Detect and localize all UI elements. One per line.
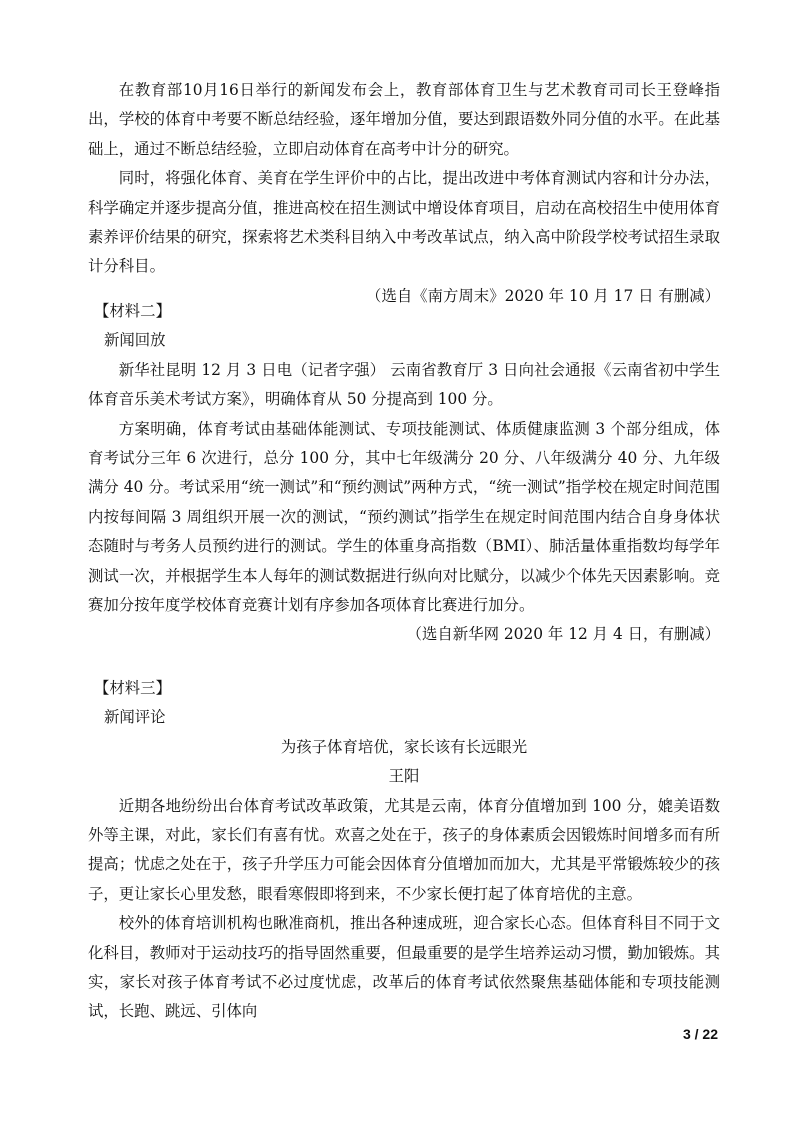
material-three-label: 【材料三】 [94, 679, 171, 697]
material-one-paragraph-1: 在教育部10月16日举行的新闻发布会上，教育部体育卫生与艺术教育司司长王登峰指出，学校的体育中考要不断总结经验，逐年增加分值，要达到跟语数外同分值的水平。在此基础上，通过不断总结经验，立即启动体育在高考中计分的研究。 [88, 81, 720, 158]
section-material-two [88, 297, 720, 650]
section-material-one [88, 76, 720, 311]
page-number: 3 / 22 [682, 1026, 718, 1042]
article-title: 为孩子体育培优，家长该有长远眼光 [280, 737, 528, 756]
material-three-type: 新闻评论 [104, 708, 166, 727]
material-two-type: 新闻回放 [104, 331, 166, 350]
article-author: 王阳 [388, 767, 420, 786]
material-two-paragraph-1: 新华社昆明 12 月 3 日电（记者字强） 云南省教育厅 3 日向社会通报《云南省初中学生体育音乐美术考试方案》，明确体育从 50 分提高到 100 分。 [88, 360, 720, 409]
material-three-paragraph-1: 近期各地纷纷出台体育考试改革政策，尤其是云南，体育分值增加到 100 分，媲美语数外等主课，对此，家长们有喜有忧。欢喜之处在于，孩子的身体素质会因锻炼时间增多而有所提高；忧虑之处在于，孩子升学压力可能会因体育分值增加而加大，尤其是平常锻炼较少的孩子，更让家长心里发愁，眼看寒假即将到来，不少家长便打起了体育培优的主意。 [88, 796, 720, 903]
material-two-paragraph-2: 方案明确，体育考试由基础体能测试、专项技能测试、体质健康监测 3 个部分组成，体育考试分三年 6 次进行，总分 100 分，其中七年级满分 20 分、八年级满分 40 分、九年级满分 40 分。考试采用“统一测试”和“预约测试”两种方式，“统一测试”指学校在规定时间范围内按每间隔 3 周组织开展一次的测试，“预约测试”指学生在规定时间范围内结合自身身体状态随时与考务人员预约进行的测试。学生的体重身高指数（BMI）、肺活量体重指数均每学年测试一次，并根据学生本人每年的测试数据进行纵向对比赋分，以减少个体先天因素影响。竞赛加分按年度学校体育竞赛计划有序参加各项体育比赛进行加分。 [88, 419, 720, 615]
section-material-three [88, 674, 720, 1027]
material-one-paragraph-2: 同时，将强化体育、美育在学生评价中的占比，提出改进中考体育测试内容和计分办法，科学确定并逐步提高分值，推进高校在招生测试中增设体育项目，启动在高校招生中使用体育素养评价结果的研究，探索将艺术类科目纳入中考改革试点，纳入高中阶段学校考试招生录取计分科目。 [88, 169, 720, 276]
material-one-source: （选自《南方周末》2020 年 10 月 17 日 有删减） [366, 286, 720, 305]
material-two-label: 【材料二】 [94, 302, 171, 320]
material-three-paragraph-2: 校外的体育培训机构也瞅准商机，推出各种速成班，迎合家长心态。但体育科目不同于文化科目，教师对于运动技巧的指导固然重要，但最重要的是学生培养运动习惯，勤加锻炼。其实，家长对孩子体育考试不必过度忧虑，改革后的体育考试依然聚焦基础体能和专项技能测试，长跑、跳远、引体向 [88, 914, 720, 1021]
material-two-source: （选自新华网 2020 年 12 月 4 日，有删减） [406, 625, 720, 644]
